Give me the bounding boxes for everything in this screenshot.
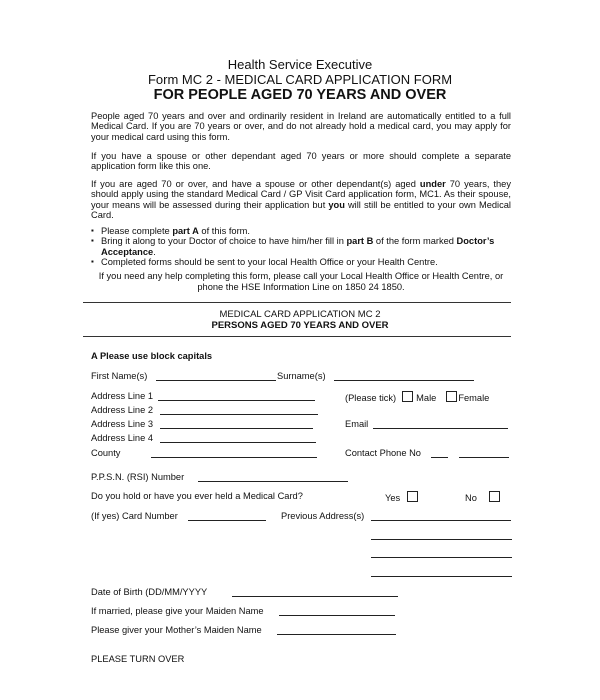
instructions-list — [91, 226, 511, 268]
intro-paragraph-1: People aged 70 years and over and ordinarily resident in Ireland are automatically entitled to a full Medical Card. If you are 70 years or over, and do not already hold a medical card, you may apply for your medical card using this form. — [91, 111, 511, 142]
address-line-3-field[interactable] — [160, 428, 313, 429]
no-option — [465, 491, 503, 504]
address-line-3-label: Address Line 3 — [91, 419, 154, 429]
mothers-maiden-name-label: Please giver your Mother’s Maiden Name — [91, 625, 262, 635]
yes-option — [385, 491, 421, 504]
maiden-name-field[interactable] — [279, 615, 395, 616]
section-a-title: A Please use block capitals — [91, 351, 213, 361]
county-label: County — [91, 448, 121, 458]
card-number-field[interactable] — [188, 520, 266, 521]
male-checkbox[interactable] — [402, 391, 413, 402]
female-label: Female — [458, 393, 490, 403]
no-label: No — [465, 493, 477, 503]
dob-field[interactable] — [232, 596, 398, 597]
email-label: Email — [345, 419, 369, 429]
previous-address-label: Previous Address(s) — [281, 511, 365, 521]
medical-card-question: Do you hold or have you ever held a Medical Card? — [91, 491, 303, 501]
address-line-1-field[interactable] — [158, 400, 315, 401]
address-line-2-label: Address Line 2 — [91, 405, 154, 415]
previous-address-line-1[interactable] — [371, 520, 511, 521]
phone-prefix-field[interactable] — [431, 457, 448, 458]
yes-checkbox[interactable] — [407, 491, 418, 502]
previous-address-line-2[interactable] — [371, 539, 512, 540]
instruction-item: ▪ Bring it along to your Doctor of choice to have him/her fill in part B of the form marked Doctor’s Acceptance. — [91, 236, 511, 257]
gender-question — [345, 391, 489, 404]
form-header-title: MEDICAL CARD APPLICATION MC 2 — [219, 309, 381, 320]
header-agency: Health Service Executive — [227, 57, 373, 72]
card-number-label: (If yes) Card Number — [91, 511, 178, 521]
first-names-field[interactable] — [156, 380, 276, 381]
email-field[interactable] — [373, 428, 508, 429]
maiden-name-label: If married, please give your Maiden Name — [91, 606, 264, 616]
address-line-2-field[interactable] — [160, 414, 318, 415]
address-line-4-label: Address Line 4 — [91, 433, 154, 443]
mothers-maiden-name-field[interactable] — [277, 634, 396, 635]
surname-field[interactable] — [334, 380, 474, 381]
intro-paragraph-3: If you are aged 70 or over, and have a spouse or other dependant(s) aged under 70 years, they should apply using the standard Medical Card / GP Visit Card application form, MC1. As their spouse, your means will be assessed during their application but you will still be entitled to your own Medical Card. — [91, 179, 512, 221]
no-checkbox[interactable] — [489, 491, 500, 502]
turn-over-note: PLEASE TURN OVER — [91, 654, 185, 664]
help-text: If you need any help completing this form, please call your Local Health Office or Health Centre, or phone the HSE Information Line on 1850 24 1850. — [98, 271, 504, 292]
form-header-subtitle: PERSONS AGED 70 YEARS AND OVER — [211, 320, 389, 331]
contact-phone-label: Contact Phone No — [345, 448, 421, 458]
section-divider-top — [83, 302, 511, 303]
address-line-4-field[interactable] — [160, 442, 316, 443]
first-names-label: First Name(s) — [91, 371, 148, 381]
female-checkbox[interactable] — [446, 391, 457, 402]
instruction-item: ▪ Completed forms should be sent to your local Health Office or your Health Centre. — [91, 257, 511, 267]
male-label: Male — [416, 393, 437, 403]
phone-number-field[interactable] — [459, 457, 509, 458]
intro-paragraph-2: If you have a spouse or other dependant aged 70 years or more should complete a separate application form like this one. — [91, 151, 511, 172]
previous-address-line-3[interactable] — [371, 557, 512, 558]
previous-address-line-4[interactable] — [371, 576, 512, 577]
instruction-item: ▪ Please complete part A of this form. — [91, 226, 511, 236]
please-tick-label: (Please tick) — [345, 393, 397, 403]
yes-label: Yes — [385, 493, 401, 503]
ppsn-field[interactable] — [198, 481, 348, 482]
county-field[interactable] — [151, 457, 317, 458]
dob-label: Date of Birth (DD/MM/YYYY — [91, 587, 208, 597]
header-form-title: Form MC 2 - MEDICAL CARD APPLICATION FORM — [147, 72, 453, 87]
ppsn-label: P.P.S.N. (RSI) Number — [91, 472, 185, 482]
header-audience: FOR PEOPLE AGED 70 YEARS AND OVER — [153, 87, 447, 103]
address-line-1-label: Address Line 1 — [91, 391, 154, 401]
section-divider-bottom — [83, 336, 511, 337]
surname-label: Surname(s) — [277, 371, 326, 381]
